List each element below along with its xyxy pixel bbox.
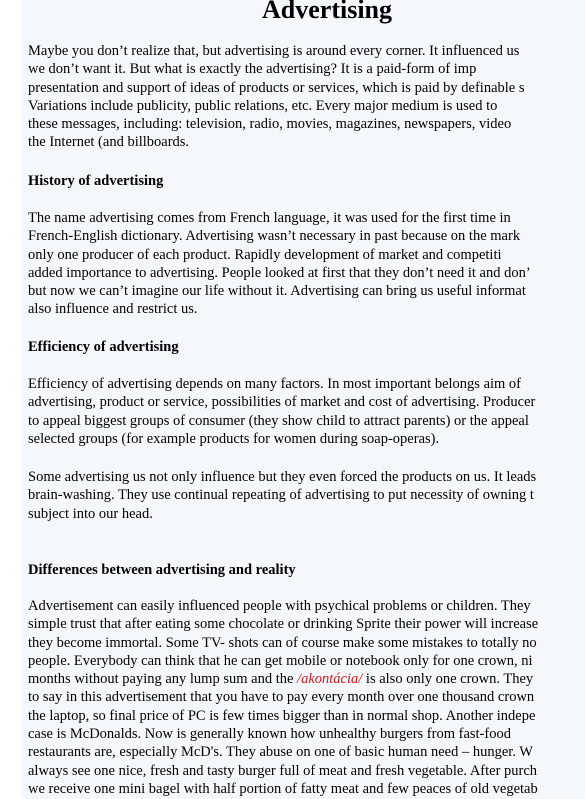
brainwash-paragraph — [28, 468, 585, 523]
text-segment: months without paying any lump sum and the — [28, 671, 298, 688]
differences-paragraph — [28, 597, 585, 798]
highlighted-term: /akontácia/ — [297, 671, 363, 688]
intro-paragraph — [28, 42, 585, 152]
text-line: restaurants are, especially McD's. They abuse on one of basic human need – hunger. W — [28, 744, 533, 761]
differences-heading: Differences between advertising and reality — [28, 562, 296, 578]
text-line: but now we can’t imagine our life without it. Advertising can bring us useful informat — [28, 283, 526, 300]
text-line: also influence and restrict us. — [28, 301, 198, 318]
text-line: we don’t want it. But what is exactly the advertising? It is a paid-form of imp — [28, 61, 477, 78]
text-line: brain-washing. They use continual repeating of advertising to put necessity of owning t — [28, 487, 534, 504]
text-line: Some advertising us not only influence but they even forced the products on us. It leads — [28, 469, 537, 485]
text-line: the Internet (and billboards. — [28, 134, 190, 151]
text-line: only one producer of each product. Rapidly development of market and competiti — [28, 246, 502, 263]
text-line: Variations include publicity, public relations, etc. Every major medium is used to — [28, 97, 498, 114]
efficiency-heading: Efficiency of advertising — [28, 339, 179, 355]
efficiency-paragraph — [28, 375, 585, 448]
text-line: Maybe you don’t realize that, but advertising is around every corner. It influenced us — [28, 43, 520, 59]
history-paragraph — [28, 209, 585, 319]
text-line: Efficiency of advertising depends on many factors. In most important belongs aim of — [28, 376, 522, 392]
text-line: simple trust that after eating some chocolate or drinking Sprite their power will increase — [28, 616, 539, 633]
text-line: advertising, product or service, possibilities of market and cost of advertising. Producer — [28, 394, 536, 411]
text-line: The name advertising comes from French language, it was used for the first time in — [28, 210, 511, 226]
text-line: these messages, including: television, radio, movies, magazines, newspapers, video — [28, 116, 512, 133]
text-line: we receive one mini bagel with half portion of fatty meat and few peaces of old vegetab — [28, 780, 538, 797]
history-heading: History of advertising — [28, 173, 164, 189]
text-line: they become immortal. Some TV- shots can of course make some mistakes to totally no — [28, 634, 537, 651]
text-line: presentation and support of ideas of products or services, which is paid by definable s — [28, 79, 525, 96]
text-line: people. Everybody can think that he can get mobile or notebook only for one crown, ni — [28, 652, 533, 669]
text-line: subject into our head. — [28, 505, 153, 522]
text-line: Advertisement can easily influenced people with psychical problems or children. They — [28, 598, 531, 614]
text-line: to appeal biggest groups of consumer (they show child to attract parents) or the appeal — [28, 412, 529, 429]
text-line: selected groups (for example products for women during soap-operas). — [28, 430, 440, 447]
text-line: French-English dictionary. Advertising wasn’t necessary in past because on the mark — [28, 228, 521, 245]
text-line: to say in this advertisement that you have to pay every month over one thousand crown — [28, 689, 535, 706]
text-line — [28, 670, 585, 688]
text-line: the laptop, so final price of PC is few times bigger than in normal shop. Another indepe — [28, 707, 536, 724]
text-segment: is also only one crown. They — [362, 671, 534, 688]
text-line: case is McDonalds. Now is generally known how unhealthy burgers from fast-food — [28, 726, 511, 743]
text-line: added importance to advertising. People looked at first that they don’t need it and don’ — [28, 264, 531, 281]
page-title: Advertising — [262, 0, 392, 24]
text-line: always see one nice, fresh and tasty burger full of meat and fresh vegetable. After purch — [28, 762, 538, 779]
